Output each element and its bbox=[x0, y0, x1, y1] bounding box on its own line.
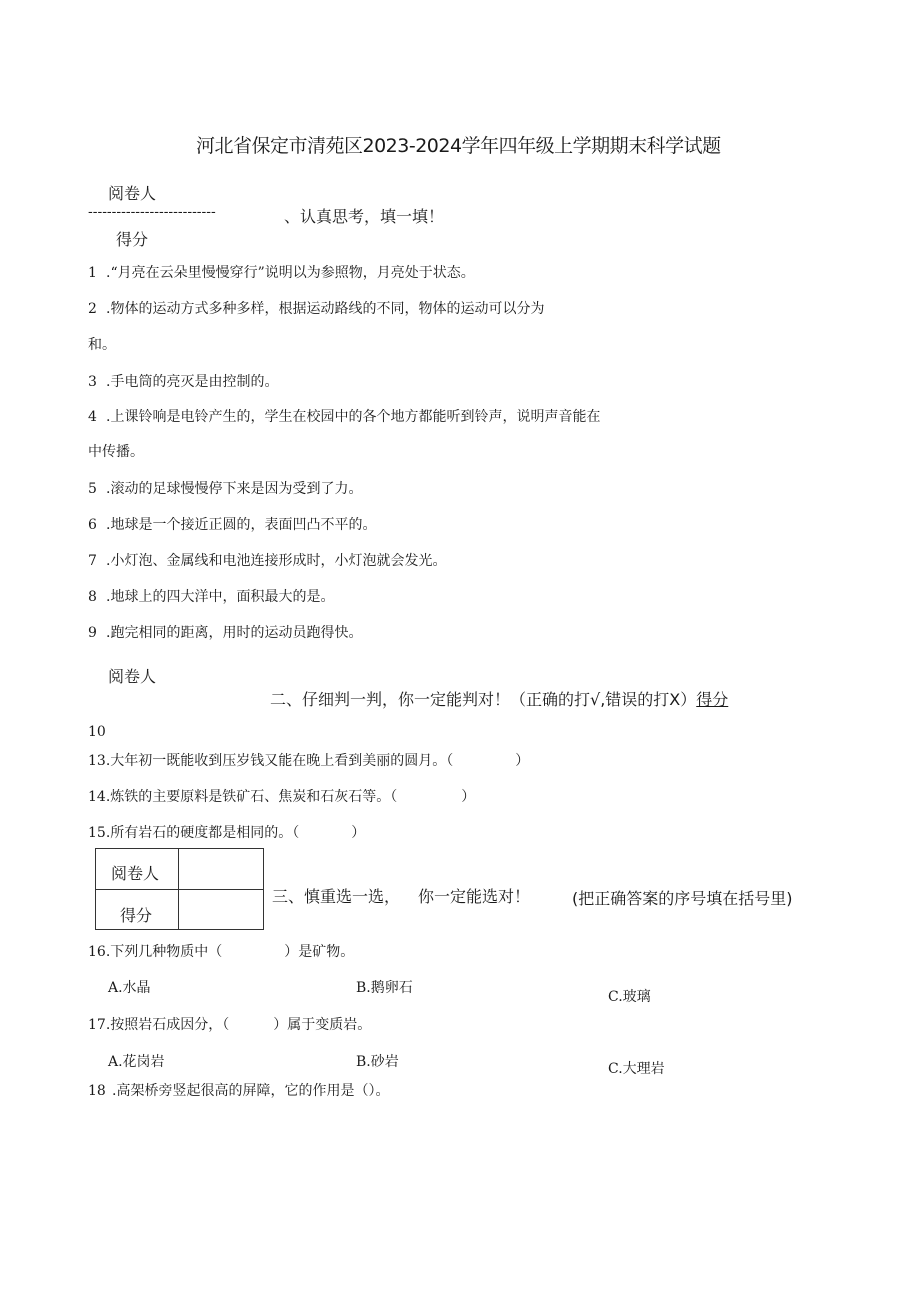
question-6 bbox=[88, 514, 376, 534]
question-15 bbox=[88, 822, 365, 842]
question-text: .高架桥旁竖起很高的屏障，它的作用是（）。 bbox=[112, 1083, 390, 1099]
question-number: 4 bbox=[88, 409, 97, 425]
question-number: 18 bbox=[88, 1083, 106, 1099]
section3-reviewer-label: 阅卷人 bbox=[111, 864, 160, 883]
page-title: 河北省保定市清苑区2023-2024学年四年级上学期期末科学试题 bbox=[196, 135, 721, 157]
question-text: 17.按照岩石成因分，（ bbox=[88, 1017, 230, 1033]
question-text: 中传播。 bbox=[88, 444, 144, 460]
question-text: 14.炼铁的主要原料是铁矿石、焦炭和石灰石等。（ bbox=[88, 789, 398, 805]
question-1 bbox=[88, 262, 475, 282]
q17-option-c: C.大理岩 bbox=[608, 1061, 665, 1077]
question-14 bbox=[88, 786, 475, 806]
question-17 bbox=[88, 1014, 371, 1034]
question-8 bbox=[88, 586, 334, 606]
question-number: 1 bbox=[88, 265, 97, 281]
section3-heading-b: 你一定能选对！ bbox=[418, 887, 531, 906]
question-paren-close: ） bbox=[351, 825, 366, 841]
question-5 bbox=[88, 478, 362, 498]
question-number: 2 bbox=[88, 301, 97, 317]
section1-score-label: 得分 bbox=[116, 230, 149, 249]
section3-score-table bbox=[95, 848, 264, 930]
question-number: 9 bbox=[88, 625, 97, 641]
question-13 bbox=[88, 750, 529, 770]
question-text: .滚动的足球慢慢停下来是因为受到了力。 bbox=[106, 481, 363, 497]
section2-number-line: 10 bbox=[88, 724, 106, 740]
question-text: 13.大年初一既能收到压岁钱又能在晚上看到美丽的圆月。（ bbox=[88, 753, 454, 769]
question-number: 3 bbox=[88, 374, 97, 390]
question-text: ）属于变质岩。 bbox=[273, 1017, 372, 1033]
question-text: ）是矿物。 bbox=[284, 944, 355, 960]
question-number: 7 bbox=[88, 553, 97, 569]
q16-option-a: A.水晶 bbox=[108, 980, 151, 996]
section1-heading: 、认真思考，填一填！ bbox=[284, 207, 445, 226]
question-paren-close: ） bbox=[461, 789, 476, 805]
q16-option-c: C.玻璃 bbox=[608, 989, 651, 1005]
table-divider bbox=[178, 849, 179, 929]
question-paren-close: ） bbox=[515, 753, 530, 769]
table-divider bbox=[96, 889, 263, 890]
question-text: .地球上的四大洋中，面积最大的是。 bbox=[106, 589, 335, 605]
question-text: .物体的运动方式多种多样，根据运动路线的不同，物体的运动可以分为 bbox=[106, 301, 545, 317]
question-2 bbox=[88, 298, 544, 318]
section2-score-label: 得分 bbox=[696, 690, 729, 709]
question-text: 15.所有岩石的硬度都是相同的。（ bbox=[88, 825, 300, 841]
question-text: .上课铃响是电铃产生的，学生在校园中的各个地方都能听到铃声，说明声音能在 bbox=[106, 409, 601, 425]
question-text: 和。 bbox=[88, 337, 116, 353]
question-3 bbox=[88, 371, 278, 391]
question-number: 6 bbox=[88, 517, 97, 533]
section1-reviewer-label: 阅卷人 bbox=[108, 184, 157, 203]
question-number: 8 bbox=[88, 589, 97, 605]
question-text: .跑完相同的距离，用时的运动员跑得快。 bbox=[106, 625, 363, 641]
question-number: 5 bbox=[88, 481, 97, 497]
question-text: .手电筒的亮灭是由控制的。 bbox=[106, 374, 279, 390]
question-text: .“月亮在云朵里慢慢穿行”说明以为参照物，月亮处于状态。 bbox=[106, 265, 475, 281]
question-text: 16.下列几种物质中（ bbox=[88, 944, 223, 960]
question-2-continued bbox=[88, 334, 116, 354]
question-7 bbox=[88, 550, 446, 570]
question-4 bbox=[88, 406, 600, 426]
section3-score-label: 得分 bbox=[120, 906, 153, 925]
section1-dashes: --------------------------- bbox=[88, 204, 216, 220]
section3-heading-c: (把正确答案的序号填在括号里) bbox=[572, 889, 793, 908]
q17-option-a: A.花岗岩 bbox=[108, 1054, 165, 1070]
section3-heading-a: 三、慎重选一选， bbox=[272, 887, 401, 906]
q17-option-b: B.砂岩 bbox=[356, 1054, 399, 1070]
question-4-continued bbox=[88, 441, 144, 461]
section2-reviewer-label: 阅卷人 bbox=[108, 667, 157, 686]
section2-heading-text: 二、仔细判一判，你一定能判对！（正确的打√,错误的打X） bbox=[270, 690, 697, 709]
question-text: .地球是一个接近正圆的，表面凹凸不平的。 bbox=[106, 517, 377, 533]
q16-option-b: B.鹅卵石 bbox=[356, 980, 413, 996]
question-18 bbox=[88, 1080, 389, 1100]
question-text: .小灯泡、金属线和电池连接形成时，小灯泡就会发光。 bbox=[106, 553, 447, 569]
section2-heading bbox=[270, 687, 728, 710]
question-9 bbox=[88, 622, 362, 642]
question-16 bbox=[88, 941, 354, 961]
